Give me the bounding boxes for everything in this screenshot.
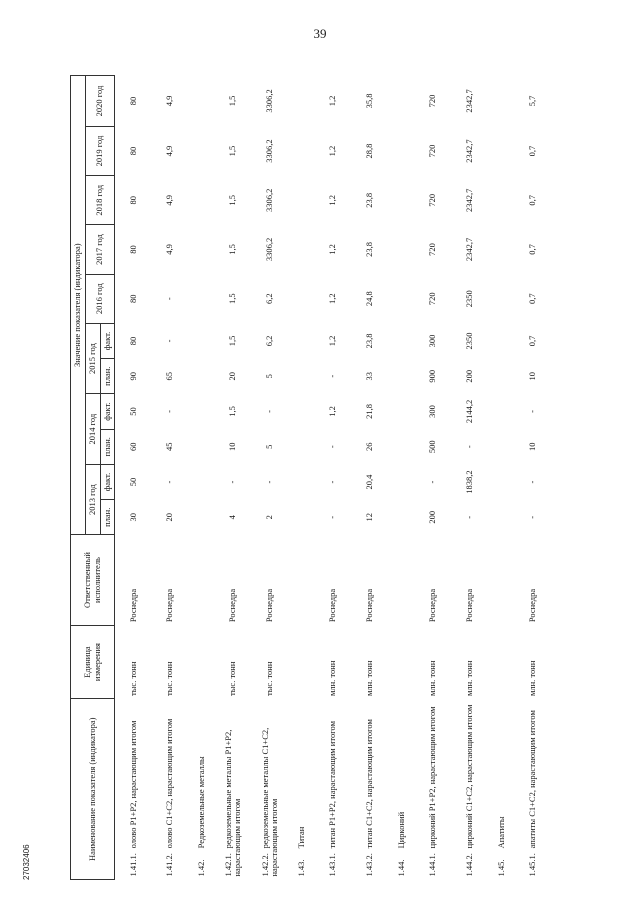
value-cell: 0,7 xyxy=(527,293,538,305)
unit-cell: млн. тонн xyxy=(364,660,375,696)
value-cell: 2144,2 xyxy=(464,399,475,424)
value-cell: 2342,7 xyxy=(464,89,475,113)
value-cell: 2 xyxy=(264,515,275,520)
section-filler xyxy=(489,76,515,700)
value-cell: - xyxy=(227,480,238,484)
indicator-table xyxy=(70,75,552,880)
value-cell: 3306,2 xyxy=(264,188,275,212)
value-cell: 20 xyxy=(227,371,238,381)
indicator-name: олово C1+C2, нарастающим итогом xyxy=(164,718,175,849)
table-row xyxy=(352,76,389,880)
header-fact: факт. xyxy=(100,394,115,429)
value-cell: 50 xyxy=(127,407,138,416)
value-cell: 0,7 xyxy=(527,335,538,347)
value-cell: - xyxy=(464,445,475,449)
value-cell: 1,5 xyxy=(227,95,238,107)
indicator-name: апатиты C1+C2, нарастающим итогом xyxy=(527,710,538,849)
indicator-name-cell xyxy=(515,699,552,880)
value-cell: 12 xyxy=(364,513,375,522)
indicator-name: титан P1+P2, нарастающим итогом xyxy=(327,721,338,849)
header-plan: план. xyxy=(100,359,115,394)
indicator-name-cell xyxy=(489,699,515,880)
indicator-name: цирконий P1+P2, нарастающим итогом xyxy=(427,706,438,849)
value-cell: - xyxy=(164,297,175,301)
value-cell: 1,5 xyxy=(227,244,238,255)
value-cell: 0,7 xyxy=(527,244,538,255)
unit-cell: тыс. тонн xyxy=(227,661,238,696)
value-cell: 26 xyxy=(364,442,375,451)
indicator-name-cell xyxy=(252,699,289,880)
header-year-2015: 2015 год xyxy=(85,323,100,394)
section-filler xyxy=(289,76,315,700)
value-cell: 0,7 xyxy=(527,145,538,157)
value-cell: 10 xyxy=(527,442,538,451)
header-unit: Единица измерения xyxy=(71,625,115,699)
value-cell: - xyxy=(427,480,438,484)
value-cell: - xyxy=(327,445,338,449)
indicator-number: 1.42.2. xyxy=(259,853,270,877)
value-cell: - xyxy=(164,410,175,413)
value-cell: 1,2 xyxy=(327,244,338,255)
unit-cell: млн. тонн xyxy=(327,660,338,696)
value-cell: 0,7 xyxy=(527,194,538,206)
indicator-number: 1.44.2. xyxy=(464,853,475,877)
document-id: 27032406 xyxy=(22,844,31,880)
value-cell: - xyxy=(327,480,338,484)
header-values-group: Значение показателя (индикатора) xyxy=(71,76,86,535)
value-cell: 80 xyxy=(127,196,138,205)
value-cell: 6,2 xyxy=(264,335,275,347)
responsible-cell: Роснедра xyxy=(264,588,275,623)
value-cell: 1,2 xyxy=(327,145,338,157)
table-row xyxy=(452,76,489,880)
value-cell: 1,5 xyxy=(227,406,238,417)
indicator-name-cell xyxy=(389,699,415,880)
responsible-cell: Роснедра xyxy=(127,588,138,623)
responsible-cell: Роснедра xyxy=(464,588,475,623)
unit-cell: тыс. тонн xyxy=(164,661,175,696)
unit-cell: тыс. тонн xyxy=(264,661,275,696)
indicator-name-cell xyxy=(415,699,452,880)
header-fact: факт. xyxy=(100,323,115,358)
value-cell: 1,2 xyxy=(327,293,338,305)
indicator-name: цирконий C1+C2, нарастающим итогом xyxy=(464,704,475,849)
indicator-name: редкоземельные металлы P1+P2, нарастающим итогом xyxy=(222,729,243,877)
indicator-name: титан C1+C2, нарастающим итогом xyxy=(364,719,375,849)
value-cell: 720 xyxy=(427,193,438,207)
value-cell: - xyxy=(327,374,338,378)
value-cell: 720 xyxy=(427,292,438,306)
indicator-name-cell xyxy=(315,699,352,880)
value-cell: - xyxy=(527,480,538,484)
indicator-number: 1.41.2. xyxy=(164,853,175,877)
indicator-number: 1.41.1. xyxy=(127,853,138,877)
indicator-number: 1.43.1. xyxy=(327,853,338,877)
value-cell: 50 xyxy=(127,477,138,487)
value-cell: 4,9 xyxy=(164,145,175,157)
value-cell: 200 xyxy=(464,369,475,383)
value-cell: 1,2 xyxy=(327,406,338,417)
value-cell: 4 xyxy=(227,515,238,520)
header-name: Наименование показателя (индикатора) xyxy=(71,699,115,880)
indicator-number: 1.43. xyxy=(295,859,306,877)
table-row xyxy=(315,76,352,880)
value-cell: 2350 xyxy=(464,290,475,308)
value-cell: 2342,7 xyxy=(464,139,475,163)
value-cell: 24,8 xyxy=(364,291,375,307)
value-cell: 720 xyxy=(427,144,438,158)
value-cell: 60 xyxy=(127,442,138,451)
value-cell: - xyxy=(527,410,538,413)
indicator-name: Редкоземельные металлы xyxy=(195,756,206,849)
value-cell: 1,2 xyxy=(327,95,338,107)
value-cell: 35,8 xyxy=(364,93,375,109)
header-plan: план. xyxy=(100,500,115,535)
responsible-cell: Роснедра xyxy=(227,588,238,623)
indicator-name-cell xyxy=(215,699,252,880)
rotated-table-container xyxy=(70,45,630,880)
value-cell: 1,5 xyxy=(227,293,238,305)
table-row xyxy=(515,76,552,880)
indicator-name: Цирконий xyxy=(395,811,406,849)
unit-cell: млн. тонн xyxy=(427,660,438,696)
value-cell: 1,5 xyxy=(227,335,238,347)
value-cell: 23,8 xyxy=(364,333,375,349)
value-cell: 45 xyxy=(164,442,175,451)
value-cell: 21,8 xyxy=(364,404,375,419)
value-cell: - xyxy=(464,515,475,519)
unit-cell: млн. тонн xyxy=(464,660,475,696)
table-row xyxy=(215,76,252,880)
value-cell: 33 xyxy=(364,371,375,381)
value-cell: 300 xyxy=(427,334,438,348)
value-cell: 200 xyxy=(427,510,438,524)
indicator-number: 1.45.1. xyxy=(527,853,538,877)
value-cell: 3306,2 xyxy=(264,139,275,163)
value-cell: 65 xyxy=(164,371,175,381)
section-row xyxy=(389,76,415,880)
responsible-cell: Роснедра xyxy=(327,588,338,623)
value-cell: 1,5 xyxy=(227,145,238,157)
header-year-2020: 2020 год xyxy=(85,76,115,127)
value-cell: - xyxy=(164,480,175,484)
value-cell: 720 xyxy=(427,243,438,256)
responsible-cell: Роснедра xyxy=(364,588,375,623)
indicator-name-cell xyxy=(152,699,189,880)
value-cell: 90 xyxy=(127,371,138,381)
indicator-name-cell xyxy=(289,699,315,880)
indicator-name: редкоземельные металлы C1+C2, нарастающим итогом xyxy=(259,727,280,877)
indicator-name-cell xyxy=(352,699,389,880)
section-filler xyxy=(389,76,415,700)
value-cell: - xyxy=(527,515,538,519)
value-cell: 1,2 xyxy=(327,194,338,206)
header-year-2016: 2016 год xyxy=(85,274,115,323)
value-cell: 6,2 xyxy=(264,293,275,305)
value-cell: - xyxy=(327,515,338,519)
table-body xyxy=(115,76,552,880)
value-cell: 5 xyxy=(264,444,275,449)
value-cell: 500 xyxy=(427,440,438,454)
value-cell: 1,2 xyxy=(327,335,338,347)
value-cell: 720 xyxy=(427,94,438,108)
indicator-name-cell xyxy=(189,699,215,880)
unit-cell: тыс. тонн xyxy=(127,661,138,696)
value-cell: 300 xyxy=(427,405,438,418)
value-cell: 80 xyxy=(127,146,138,156)
header-year-2014: 2014 год xyxy=(85,394,100,465)
section-row xyxy=(289,76,315,880)
indicator-name-cell xyxy=(452,699,489,880)
responsible-cell: Роснедра xyxy=(427,588,438,623)
table-row xyxy=(415,76,452,880)
header-fact: факт. xyxy=(100,464,115,499)
value-cell: 80 xyxy=(127,294,138,303)
table-row xyxy=(152,76,189,880)
value-cell: 4,9 xyxy=(164,244,175,255)
section-row xyxy=(489,76,515,880)
header-year-2019: 2019 год xyxy=(85,126,115,175)
value-cell: 2342,7 xyxy=(464,237,475,262)
indicator-number: 1.44.1. xyxy=(427,853,438,877)
table-row xyxy=(252,76,289,880)
value-cell: 30 xyxy=(127,513,138,522)
header-plan: план. xyxy=(100,429,115,464)
indicator-name: Титан xyxy=(295,826,306,849)
value-cell: 5 xyxy=(264,374,275,379)
indicator-number: 1.43.2. xyxy=(364,853,375,877)
value-cell: 80 xyxy=(127,96,138,106)
responsible-cell: Роснедра xyxy=(164,588,175,623)
value-cell: 2342,7 xyxy=(464,188,475,212)
page-number: 39 xyxy=(313,26,327,41)
header-year-2018: 2018 год xyxy=(85,176,115,225)
value-cell: 80 xyxy=(127,245,138,254)
value-cell: 4,9 xyxy=(164,194,175,206)
value-cell: - xyxy=(264,410,275,413)
indicator-name: олово P1+P2, нарастающим итогом xyxy=(127,720,138,849)
header-year-2013: 2013 год xyxy=(85,464,100,535)
value-cell: 3306,2 xyxy=(264,237,275,262)
value-cell: 23,8 xyxy=(364,192,375,208)
header-year-2017: 2017 год xyxy=(85,225,115,274)
responsible-cell: Роснедра xyxy=(527,588,538,623)
indicator-number: 1.45. xyxy=(495,859,506,877)
value-cell: 20,4 xyxy=(364,474,375,490)
section-row xyxy=(189,76,215,880)
value-cell: 4,9 xyxy=(164,95,175,107)
indicator-number: 1.44. xyxy=(395,859,406,877)
value-cell: - xyxy=(164,339,175,343)
value-cell: 28,8 xyxy=(364,143,375,159)
value-cell: 5,7 xyxy=(527,95,538,107)
indicator-name-cell xyxy=(115,699,152,880)
header-responsible: Ответственный исполнитель xyxy=(71,535,115,625)
section-filler xyxy=(189,76,215,700)
indicator-number: 1.42. xyxy=(195,859,206,877)
value-cell: 80 xyxy=(127,336,138,346)
value-cell: 10 xyxy=(227,442,238,451)
table-row xyxy=(115,76,152,880)
value-cell: 1,5 xyxy=(227,194,238,206)
value-cell: 2350 xyxy=(464,332,475,350)
value-cell: 10 xyxy=(527,371,538,381)
value-cell: 23,8 xyxy=(364,242,375,257)
value-cell: - xyxy=(264,480,275,484)
indicator-name: Апатиты xyxy=(495,816,506,849)
value-cell: 1838,2 xyxy=(464,470,475,494)
value-cell: 20 xyxy=(164,513,175,522)
value-cell: 900 xyxy=(427,369,438,383)
value-cell: 3306,2 xyxy=(264,89,275,113)
unit-cell: млн. тонн xyxy=(527,660,538,696)
indicator-number: 1.42.1. xyxy=(222,853,233,877)
